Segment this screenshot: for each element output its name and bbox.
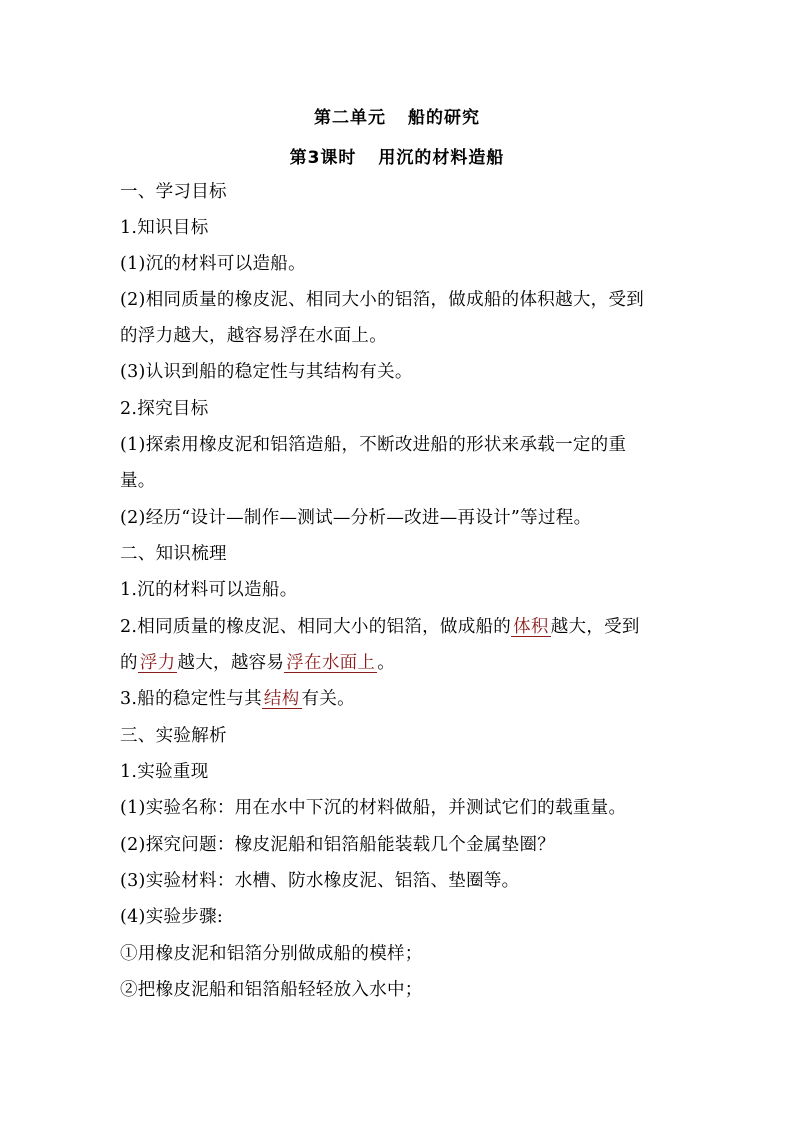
inquiry-goal-2: (2)经历“设计—制作—测试—分析—改进—再设计”等过程。 — [120, 508, 592, 528]
answer-blank-float: 浮在水面上 — [286, 653, 376, 673]
experiment-steps-heading: (4)实验步骤: — [120, 907, 224, 927]
knowledge-point-2-text-end: 越大，受到 — [550, 617, 640, 637]
knowledge-goal-3: (3)认识到船的稳定性与其结构有关。 — [120, 362, 413, 382]
subheading-inquiry-goals: 2.探究目标 — [120, 399, 209, 419]
section-heading-goals: 一、学习目标 — [120, 182, 227, 202]
answer-blank-buoyancy: 浮力 — [139, 653, 176, 673]
subheading-experiment-recreate: 1.实验重现 — [120, 762, 209, 782]
unit-name: 船的研究 — [408, 108, 480, 128]
answer-blank-structure: 结构 — [263, 689, 300, 709]
section-heading-knowledge: 二、知识梳理 — [120, 544, 227, 564]
experiment-question: (2)探究问题：橡皮泥船和铝箔船能装载几个金属垫圈？ — [120, 835, 556, 855]
experiment-materials: (3)实验材料：水槽、防水橡皮泥、铝箔、垫圈等。 — [120, 871, 520, 891]
knowledge-point-2-cont — [120, 652, 395, 674]
section-heading-experiment: 三、实验解析 — [120, 726, 227, 746]
unit-number: 第二单元 — [314, 108, 386, 128]
experiment-name: (1)实验名称：用在水中下沉的材料做船，并测试它们的载重量。 — [120, 798, 627, 818]
inquiry-goal-1: (1)探索用橡皮泥和铝箔造船，不断改进船的形状来承载一定的重 — [120, 435, 627, 455]
knowledge-goal-1: (1)沉的材料可以造船。 — [120, 254, 306, 274]
knowledge-point-3-text-end: 有关。 — [301, 689, 355, 709]
knowledge-point-2-text: 2.相同质量的橡皮泥、相同大小的铝箔，做成船的 — [120, 617, 512, 637]
knowledge-goal-2: (2)相同质量的橡皮泥、相同大小的铝箔，做成船的体积越大，受到 — [120, 290, 645, 310]
knowledge-point-3-text: 3.船的稳定性与其 — [120, 689, 262, 709]
knowledge-point-1: 1.沉的材料可以造船。 — [120, 580, 298, 600]
subheading-knowledge-goals: 1.知识目标 — [120, 218, 209, 238]
lesson-number: 第3课时 — [289, 148, 357, 168]
lesson-name: 用沉的材料造船 — [378, 148, 505, 168]
knowledge-point-2-cont-mid: 越大，越容易 — [177, 653, 285, 673]
knowledge-point-2-cont-end: 。 — [377, 653, 396, 673]
knowledge-point-2 — [120, 616, 640, 638]
inquiry-goal-1-cont: 量。 — [120, 471, 156, 491]
knowledge-point-2-cont-text: 的 — [120, 653, 138, 673]
knowledge-point-3 — [120, 688, 355, 710]
experiment-step-1: ①用橡皮泥和铝箔分别做成船的模样； — [120, 944, 423, 964]
unit-title — [0, 103, 794, 128]
knowledge-goal-2-cont: 的浮力越大，越容易浮在水面上。 — [120, 326, 387, 346]
lesson-title — [0, 143, 794, 168]
experiment-step-2: ②把橡皮泥船和铝箔船轻轻放入水中； — [120, 980, 423, 1000]
answer-blank-volume: 体积 — [513, 617, 549, 637]
